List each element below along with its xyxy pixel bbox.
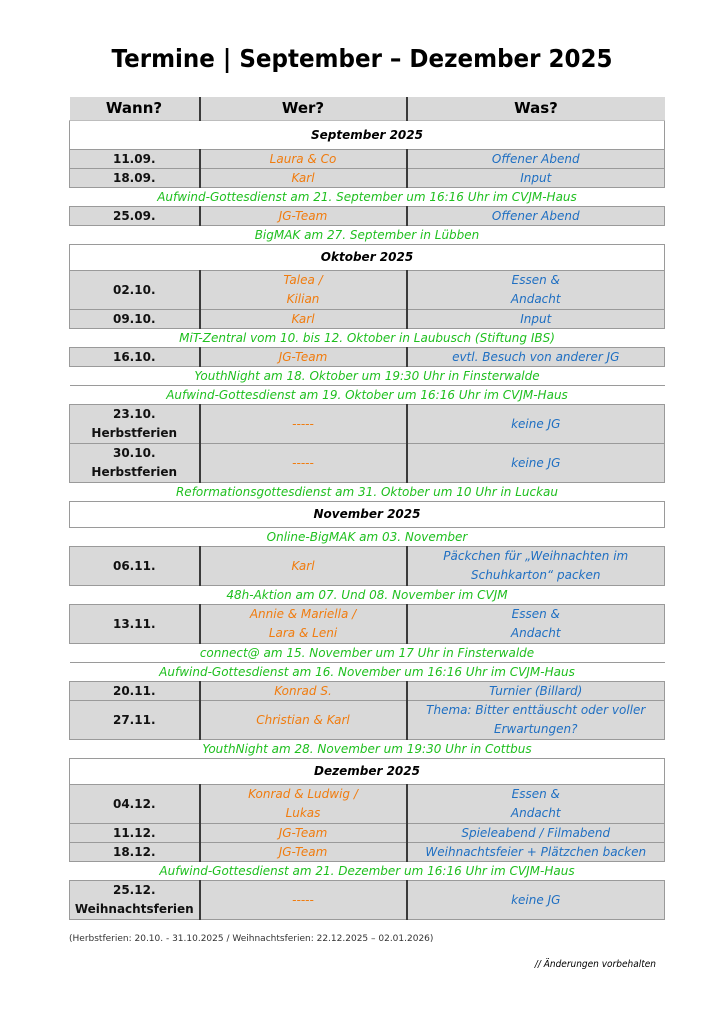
event-row (70, 367, 665, 386)
event-text: Reformationsgottesdienst am 31. Oktober um 10 Uhr in Luckau (70, 483, 665, 502)
entry-what-line: Päckchen für „Weihnachten im (443, 549, 629, 563)
entry-date: 04.12. (112, 796, 156, 811)
entry-date: 11.12. (112, 825, 156, 840)
entry-who-line: Laura & Co (269, 151, 337, 166)
entry-date: 09.10. (112, 311, 156, 326)
entry-who-cell (200, 824, 407, 843)
entry-date-cell (70, 271, 200, 310)
entry-who-line: JG-Team (278, 825, 328, 840)
entry-what-line: Weihnachtsfeier + Plätzchen backen (425, 844, 647, 859)
entry-who-line: ----- (292, 892, 314, 907)
event-row (70, 862, 665, 881)
entry-date-cell (70, 605, 200, 644)
entry-what-line: keine JG (511, 416, 561, 431)
event-row (70, 644, 665, 663)
month-heading: Dezember 2025 (70, 759, 665, 785)
entry-who-line: Talea / (283, 273, 323, 287)
entry-what-line: Input (520, 311, 552, 326)
event-text: MiT-Zentral vom 10. bis 12. Oktober in Laubusch (Stiftung IBS) (70, 329, 665, 348)
entry-who-cell (200, 701, 407, 740)
entry-what-cell (407, 682, 665, 701)
entry-what-line: Essen & (511, 273, 560, 287)
event-text: YouthNight am 18. Oktober um 19:30 Uhr in Finsterwalde (70, 367, 665, 386)
schedule-entry-row (70, 547, 665, 586)
entry-date: 18.12. (112, 844, 156, 859)
schedule-entry-row (70, 682, 665, 701)
entry-who-line: Konrad & Ludwig / (248, 787, 358, 801)
event-text: connect@ am 15. November um 17 Uhr in Finsterwalde (70, 644, 665, 663)
entry-date-cell (70, 843, 200, 862)
schedule-entry-row (70, 310, 665, 329)
entry-date-cell (70, 547, 200, 586)
entry-who-line: Lukas (285, 806, 321, 820)
entry-date-cell (70, 682, 200, 701)
entry-date: 23.10. (112, 407, 156, 421)
entry-who-line: Christian & Karl (256, 712, 350, 727)
event-text: Aufwind-Gottesdienst am 21. Dezember um 16:16 Uhr im CVJM-Haus (70, 862, 665, 881)
header-row (70, 97, 665, 121)
entry-date: 25.09. (112, 208, 156, 223)
entry-date-cell (70, 169, 200, 188)
entry-what-line: keine JG (511, 455, 561, 470)
entry-what-cell (407, 843, 665, 862)
entry-date-cell (70, 207, 200, 226)
schedule-entry-row (70, 881, 665, 920)
header-who: Wer? (200, 97, 407, 121)
entry-date-note: Herbstferien (91, 465, 178, 479)
entry-date: 30.10. (112, 446, 156, 460)
month-row (70, 759, 665, 785)
schedule-entry-row (70, 605, 665, 644)
entry-date-cell (70, 444, 200, 483)
month-row (70, 502, 665, 528)
entry-who-cell (200, 169, 407, 188)
entry-who-line: Karl (291, 558, 315, 573)
month-heading: Oktober 2025 (70, 245, 665, 271)
entry-what-line: Offener Abend (491, 208, 580, 223)
header-when: Wann? (70, 97, 200, 121)
entry-who-cell (200, 348, 407, 367)
entry-what-cell (407, 605, 665, 644)
disclaimer: // Änderungen vorbehalten (534, 959, 656, 970)
entry-date-cell (70, 881, 200, 920)
event-text: Aufwind-Gottesdienst am 19. Oktober um 16:16 Uhr im CVJM-Haus (70, 386, 665, 405)
entry-date-cell (70, 150, 200, 169)
schedule-entry-row (70, 150, 665, 169)
holidays-note: (Herbstferien: 20.10. - 31.10.2025 / Weihnachtsferien: 22.12.2025 – 02.01.2026) (69, 934, 434, 944)
entry-date: 02.10. (112, 282, 156, 297)
schedule-entry-row (70, 785, 665, 824)
entry-who-line: Annie & Mariella / (249, 607, 357, 621)
entry-what-cell (407, 271, 665, 310)
entry-who-cell (200, 682, 407, 701)
entry-who-cell (200, 271, 407, 310)
entry-what-line: Andacht (510, 806, 561, 820)
entry-who-cell (200, 547, 407, 586)
entry-who-line: ----- (292, 416, 314, 431)
entry-who-line: Karl (291, 170, 315, 185)
month-heading: November 2025 (70, 502, 665, 528)
event-row (70, 663, 665, 682)
entry-what-cell (407, 547, 665, 586)
entry-what-cell (407, 785, 665, 824)
entry-date-cell (70, 310, 200, 329)
schedule-entry-row (70, 207, 665, 226)
schedule-table (69, 97, 665, 920)
schedule-entry-row (70, 701, 665, 740)
entry-who-line: JG-Team (278, 349, 328, 364)
event-text: Aufwind-Gottesdienst am 21. September um 16:16 Uhr im CVJM-Haus (70, 188, 665, 207)
entry-date: 18.09. (112, 170, 156, 185)
entry-what-line: Schuhkarton“ packen (471, 568, 601, 582)
entry-date: 06.11. (112, 558, 156, 573)
entry-date: 13.11. (112, 616, 156, 631)
event-text: 48h-Aktion am 07. Und 08. November im CVJM (70, 586, 665, 605)
event-row (70, 386, 665, 405)
entry-what-line: Offener Abend (491, 151, 580, 166)
event-row (70, 586, 665, 605)
month-row (70, 121, 665, 150)
entry-date: 20.11. (112, 683, 156, 698)
entry-what-line: keine JG (511, 892, 561, 907)
entry-date-cell (70, 405, 200, 444)
month-heading: September 2025 (70, 121, 665, 150)
entry-who-line: JG-Team (278, 844, 328, 859)
entry-who-line: Kilian (286, 292, 320, 306)
entry-date-cell (70, 701, 200, 740)
entry-who-cell (200, 207, 407, 226)
event-text: Aufwind-Gottesdienst am 16. November um 16:16 Uhr im CVJM-Haus (70, 663, 665, 682)
entry-who-cell (200, 150, 407, 169)
entry-who-cell (200, 405, 407, 444)
header-what: Was? (407, 97, 665, 121)
month-row (70, 245, 665, 271)
event-text: YouthNight am 28. November um 19:30 Uhr in Cottbus (70, 740, 665, 759)
entry-who-cell (200, 843, 407, 862)
event-row (70, 329, 665, 348)
event-row (70, 226, 665, 245)
schedule-entry-row (70, 444, 665, 483)
entry-what-line: Andacht (510, 626, 561, 640)
event-text: BigMAK am 27. September in Lübben (70, 226, 665, 245)
page-title: Termine | September – Dezember 2025 (111, 44, 613, 73)
entry-who-line: Konrad S. (274, 683, 332, 698)
event-row (70, 483, 665, 502)
entry-who-line: JG-Team (278, 208, 328, 223)
entry-what-cell (407, 207, 665, 226)
entry-what-line: Essen & (511, 787, 560, 801)
entry-what-cell (407, 310, 665, 329)
entry-who-cell (200, 881, 407, 920)
schedule-entry-row (70, 348, 665, 367)
entry-what-line: evtl. Besuch von anderer JG (452, 349, 620, 364)
entry-date-cell (70, 824, 200, 843)
schedule-entry-row (70, 843, 665, 862)
entry-who-line: ----- (292, 455, 314, 470)
entry-what-cell (407, 824, 665, 843)
entry-date-note: Herbstferien (91, 426, 178, 440)
event-text: Online-BigMAK am 03. November (70, 528, 665, 547)
entry-what-line: Essen & (511, 607, 560, 621)
event-row (70, 188, 665, 207)
entry-what-cell (407, 150, 665, 169)
event-row (70, 740, 665, 759)
entry-what-line: Turnier (Billard) (489, 683, 583, 698)
entry-what-line: Thema: Bitter enttäuscht oder voller (426, 703, 646, 717)
event-row (70, 528, 665, 547)
entry-what-cell (407, 348, 665, 367)
entry-what-line: Erwartungen? (493, 722, 578, 736)
schedule-entry-row (70, 169, 665, 188)
entry-who-line: Lara & Leni (268, 626, 338, 640)
entry-date: 11.09. (112, 151, 156, 166)
entry-date: 25.12. (112, 883, 156, 897)
schedule-entry-row (70, 405, 665, 444)
schedule-entry-row (70, 271, 665, 310)
schedule-entry-row (70, 824, 665, 843)
entry-date-cell (70, 348, 200, 367)
entry-what-cell (407, 444, 665, 483)
entry-who-cell (200, 785, 407, 824)
entry-who-cell (200, 605, 407, 644)
entry-what-cell (407, 169, 665, 188)
entry-what-line: Spieleabend / Filmabend (461, 825, 611, 840)
entry-what-cell (407, 701, 665, 740)
entry-date-note: Weihnachtsferien (74, 902, 194, 916)
entry-who-cell (200, 310, 407, 329)
entry-what-line: Input (520, 170, 552, 185)
entry-date: 27.11. (112, 712, 156, 727)
entry-what-line: Andacht (510, 292, 561, 306)
entry-date: 16.10. (112, 349, 156, 364)
entry-who-cell (200, 444, 407, 483)
schedule-body (70, 121, 665, 920)
entry-date-cell (70, 785, 200, 824)
entry-what-cell (407, 405, 665, 444)
entry-who-line: Karl (291, 311, 315, 326)
entry-what-cell (407, 881, 665, 920)
